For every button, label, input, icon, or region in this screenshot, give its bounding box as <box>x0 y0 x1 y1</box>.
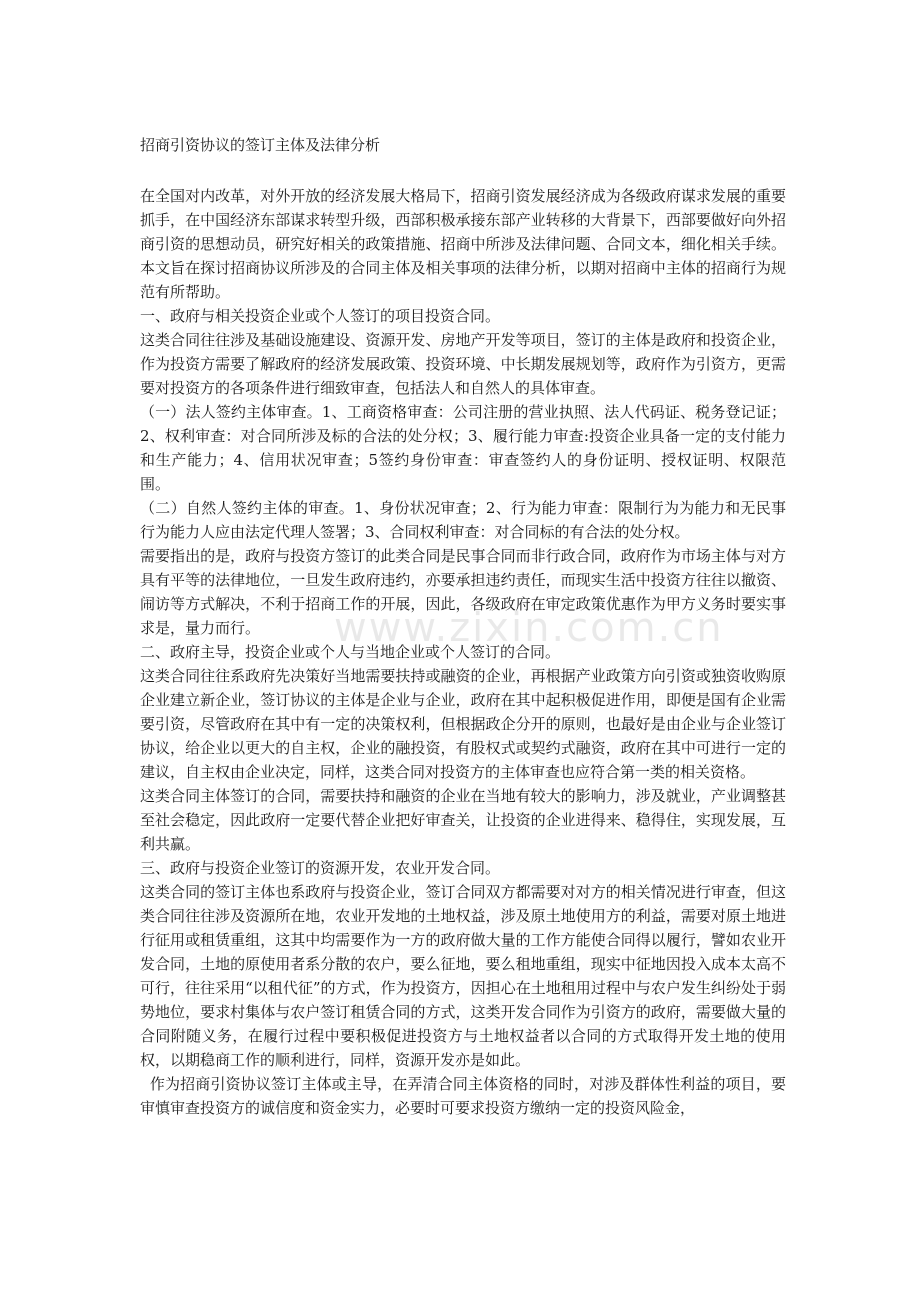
paragraph: 这类合同的签订主体也系政府与投资企业，签订合同双方都需要对对方的相关情况进行审查，但这类合同往往涉及资源所在地，农业开发地的土地权益，涉及原土地使用方的利益，需要对原土地进行征用或租赁重组，这其中均需要作为一方的政府做大量的工作方能使合同得以履行，譬如农业开发合同，土地的原使用者系分散的农户，要么征地，要么租地重组，现实中征地因投入成本太高不可行，往往采用“以租代征”的方式，作为投资方，因担心在土地租用过程中与农户发生纠纷处于弱势地位，要求村集体与农户签订租赁合同的方式，这类开发合同作为引资方的政府，需要做大量的合同附随义务，在履行过程中要积极促进投资方与土地权益者以合同的方式取得开发土地的使用权，以期稳商工作的顺利进行，同样，资源开发亦是如此。 <box>140 883 786 1069</box>
paragraph-intro: 在全国对内改革，对外开放的经济发展大格局下，招商引资发展经济成为各级政府谋求发展的重要抓手，在中国经济东部谋求转型升级，西部积极承接东部产业转移的大背景下，西部要做好向外招商引资的思想动员，研究好相关的政策措施、招商中所涉及法律问题、合同文本，细化相关手续。本文旨在探讨招商协议所涉及的合同主体及相关事项的法律分析，以期对招商中主体的招商行为规范有所帮助。 <box>140 187 786 301</box>
document-body <box>140 184 786 1120</box>
paragraph-legal-person-review: （一）法人签约主体审查。1、工商资格审查：公司注册的营业执照、法人代码证、税务登记证；2、权利审查：对合同所涉及标的合法的处分权；3、履行能力审查:投资企业具备一定的支付能力和生产能力；4、信用状况审查；5签约身份审查：审查签约人的身份证明、授权证明、权限范围。 <box>140 403 786 493</box>
paragraph: 这类合同往往系政府先决策好当地需要扶持或融资的企业，再根据产业政策方向引资或独资收购原企业建立新企业，签订协议的主体是企业与企业，政府在其中起积极促进作用，即便是国有企业需要引资，尽管政府在其中有一定的决策权利，但根据政企分开的原则，也最好是由企业与企业签订协议，给企业以更大的自主权，企业的融投资，有股权式或契约式融资，政府在其中可进行一定的建议，自主权由企业决定，同样，这类合同对投资方的主体审查也应符合第一类的相关资格。 <box>140 667 786 781</box>
section-heading-1: 一、政府与相关投资企业或个人签订的项目投资合同。 <box>140 307 501 325</box>
paragraph: 这类合同往往涉及基础设施建设、资源开发、房地产开发等项目，签订的主体是政府和投资企业，作为投资方需要了解政府的经济发展政策、投资环境、中长期发展规划等，政府作为引资方，更需要对投资方的各项条件进行细致审查，包括法人和自然人的具体审查。 <box>140 331 786 397</box>
paragraph-natural-person-review: （二）自然人签约主体的审查。1、身份状况审查；2、行为能力审查：限制行为为能力和无民事行为能力人应由法定代理人签署；3、合同权利审查：对合同标的有合法的处分权。 <box>140 499 786 541</box>
document-page <box>140 132 786 1120</box>
paragraph: 这类合同主体签订的合同，需要扶持和融资的企业在当地有较大的影响力，涉及就业，产业调整甚至社会稳定，因此政府一定要代替企业把好审查关，让投资的企业进得来、稳得住，实现发展，互利共赢。 <box>140 787 786 853</box>
document-title: 招商引资协议的签订主体及法律分析 <box>140 136 381 154</box>
paragraph: 需要指出的是，政府与投资方签订的此类合同是民事合同而非行政合同，政府作为市场主体与对方具有平等的法律地位，一旦发生政府违约，亦要承担违约责任，而现实生活中投资方往往以撤资、闹访等方式解决，不利于招商工作的开展，因此，各级政府在审定政策优惠作为甲方义务时要实事求是，量力而行。 <box>140 547 786 637</box>
section-heading-2: 二、政府主导，投资企业或个人与当地企业或个人签订的合同。 <box>140 643 561 661</box>
section-heading-3: 三、政府与投资企业签订的资源开发，农业开发合同。 <box>140 859 501 877</box>
paragraph-conclusion: 作为招商引资协议签订主体或主导，在弄清合同主体资格的同时，对涉及群体性利益的项目，要审慎审查投资方的诚信度和资金实力，必要时可要求投资方缴纳一定的投资风险金， <box>140 1075 786 1117</box>
watermark: www.zixin.com.cn <box>334 605 724 651</box>
